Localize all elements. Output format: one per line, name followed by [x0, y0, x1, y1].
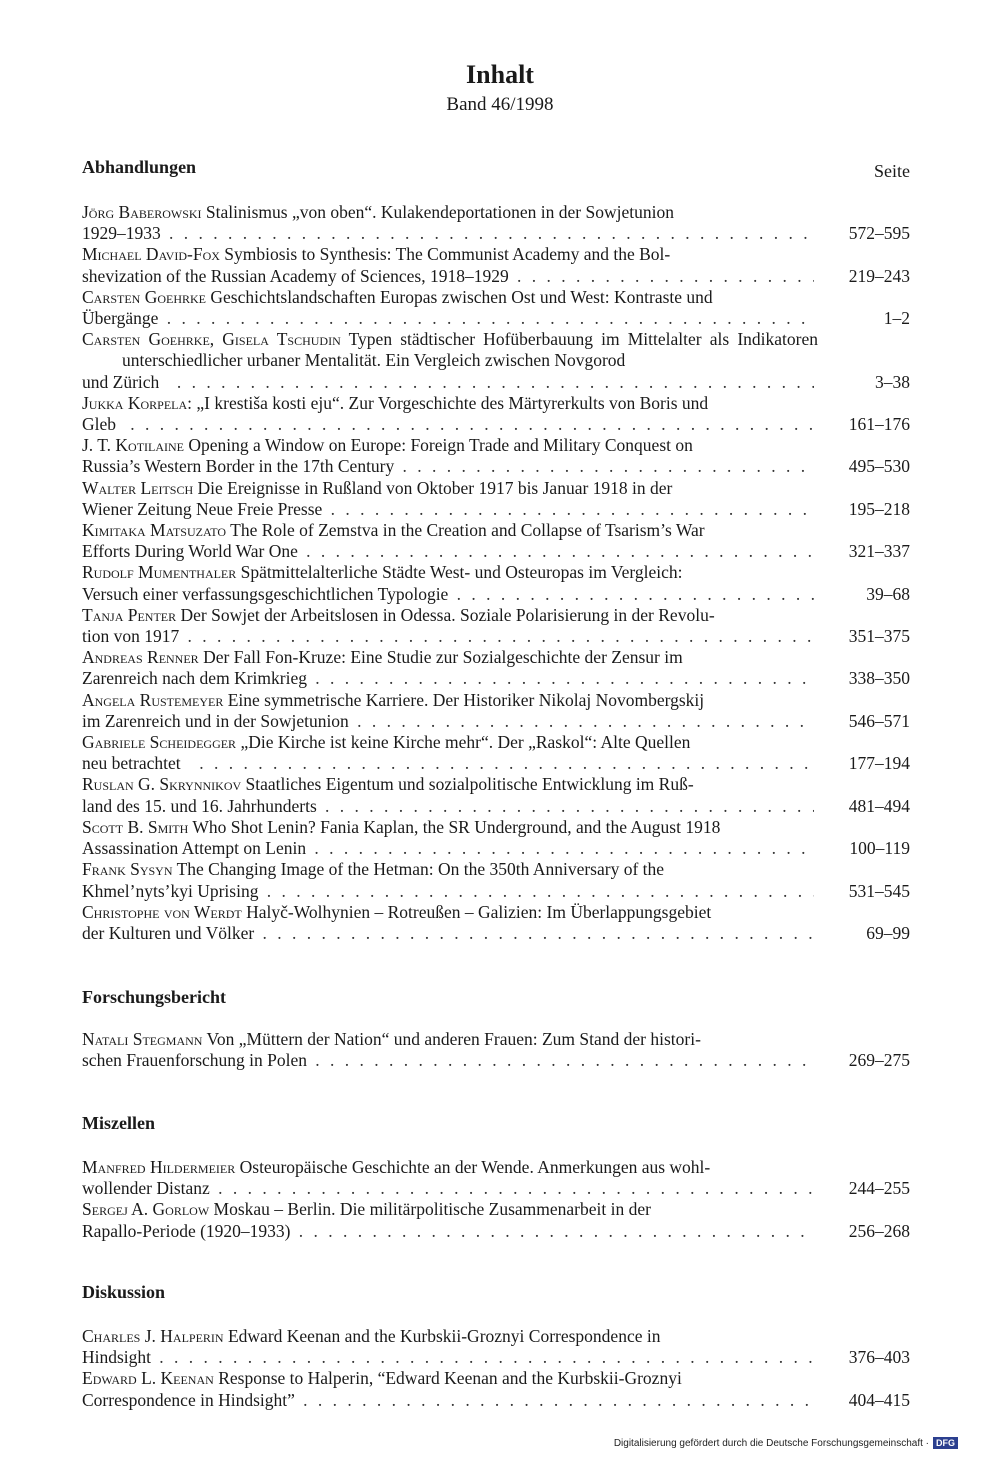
entry-author: Carsten Goehrke [82, 286, 207, 307]
entry-title-last-line: Efforts During World War One [82, 541, 298, 562]
entry-title-line: „Die Kirche ist keine Kirche mehr“. Der „Raskol“: Alte Quellen [240, 732, 691, 753]
entry-title-last-line: 1929–1933 [82, 223, 161, 244]
entry-title-last-line: Wiener Zeitung Neue Freie Presse [82, 498, 323, 519]
entry-pages: 244–255 [848, 1178, 910, 1199]
section-heading: Diskussion [82, 1282, 166, 1302]
entry-text [82, 817, 818, 859]
entry-author: Jukka Korpela: [82, 392, 193, 413]
page-column-label: Seite [874, 161, 910, 181]
entry-author: Kimitaka Matsuzato [82, 520, 227, 541]
toc-entry [82, 393, 910, 435]
entry-pages: 161–176 [848, 414, 910, 435]
entry-title-last-line: und Zürich [82, 371, 160, 392]
entry-title-line: Geschichtslandschaften Europas zwischen Ost und West: Kontraste und [210, 286, 713, 307]
entry-title-last-line: Correspondence in Hindsight” [82, 1389, 295, 1410]
dot-leader [326, 499, 814, 520]
entry-pages: 39–68 [866, 583, 910, 604]
entry-title-line: „I krestiša kosti eju“. Zur Vorgeschichte des Märtyrerkults von Boris und [196, 392, 709, 413]
toc-entry [82, 435, 910, 477]
dot-leader [214, 1178, 814, 1199]
dot-leader [165, 223, 814, 244]
entry-author: Jörg Baberowski [82, 202, 202, 222]
entry-title-line: The Changing Image of the Hetman: On the 350th Anniversary of the [176, 859, 665, 880]
dot-leader [311, 1050, 814, 1071]
footer-text: Digitalisierung gefördert durch die Deutsche Forschungsgemeinschaft · [613, 1437, 929, 1449]
entry-title-last-line: im Zarenreich und in der Sowjetunion [82, 710, 349, 731]
entry-text [82, 435, 818, 477]
entry-text [82, 605, 818, 647]
section-heading: Abhandlungen [82, 157, 197, 177]
dot-leader [311, 668, 814, 689]
entry-pages: 495–530 [848, 456, 910, 477]
entry-pages: 219–243 [848, 265, 910, 286]
entry-list [82, 1326, 910, 1411]
toc-entry [82, 902, 910, 944]
entry-list [82, 1029, 910, 1071]
toc-entry [82, 520, 910, 562]
dot-leader [195, 753, 814, 774]
entry-text [82, 1029, 818, 1071]
dot-leader [299, 1390, 814, 1411]
entry-title-line: Moskau – Berlin. Die militärpolitische Zusammenarbeit in der [213, 1199, 651, 1220]
entry-text [82, 1199, 818, 1241]
entry-author: Ruslan G. Skrynnikov [82, 774, 242, 795]
toc-entry [82, 244, 910, 286]
entry-author: Sergej A. Gorlow [82, 1199, 210, 1220]
entry-title-last-line: Rapallo-Periode (1920–1933) [82, 1220, 291, 1241]
toc-entry [82, 478, 910, 520]
entry-list [82, 202, 910, 944]
section-heading: Miszellen [82, 1113, 155, 1133]
entry-text [82, 202, 818, 244]
dfg-logo: DFG [933, 1437, 958, 1449]
entry-title-last-line: Versuch einer verfassungsgeschichtlichen Typologie [82, 583, 449, 604]
toc-entry [82, 329, 910, 393]
entry-pages: 3–38 [875, 371, 910, 392]
entry-title-line: Spätmittelalterliche Städte West- und Osteuropas im Vergleich: [240, 562, 683, 583]
dot-leader [173, 372, 814, 393]
toc-entry [82, 1199, 910, 1241]
entry-title-line: Der Sowjet der Arbeitslosen in Odessa. Soziale Polarisierung in der Revolu- [180, 604, 715, 625]
entry-text [82, 329, 818, 393]
toc-entry [82, 605, 910, 647]
dot-leader [126, 414, 814, 435]
entry-title-last-line: Khmel’nyts’kyi Uprising [82, 880, 259, 901]
toc-entry [82, 1368, 910, 1410]
toc-entry [82, 690, 910, 732]
entry-title-line: Staatliches Eigentum und sozialpolitische Entwicklung im Ruß- [245, 774, 694, 795]
entry-title-line: The Role of Zemstva in the Creation and Collapse of Tsarism’s War [230, 520, 705, 541]
entry-pages: 376–403 [848, 1347, 910, 1368]
toc-entry [82, 202, 910, 244]
entry-text [82, 1326, 818, 1368]
entry-title-last-line: Zarenreich nach dem Krimkrieg [82, 668, 307, 689]
entry-author: J. T. Kotilaine [82, 435, 185, 456]
dot-leader [162, 308, 814, 329]
toc-entry [82, 287, 910, 329]
entry-author: Manfred Hildermeier [82, 1157, 236, 1177]
entry-list [82, 1157, 910, 1242]
entry-author: Walter Leitsch [82, 477, 194, 498]
entry-pages: 546–571 [848, 710, 910, 731]
entry-text [82, 859, 818, 901]
section-heading: Forschungsbericht [82, 987, 226, 1007]
toc-entry [82, 774, 910, 816]
dot-leader [353, 711, 814, 732]
entry-pages: 256–268 [848, 1220, 910, 1241]
entry-pages: 351–375 [848, 626, 910, 647]
entry-author: Gabriele Scheidegger [82, 732, 237, 753]
entry-title-last-line: Assassination Attempt on Lenin [82, 838, 307, 859]
entry-title-line: Der Fall Fon-Kruze: Eine Studie zur Sozialgeschichte der Zensur im [203, 647, 683, 668]
entry-pages: 177–194 [848, 753, 910, 774]
entry-title-line: Osteuropäische Geschichte an der Wende. Anmerkungen aus wohl- [239, 1157, 711, 1177]
entry-author: Scott B. Smith [82, 816, 189, 837]
entry-title-line: Who Shot Lenin? Fania Kaplan, the SR Underground, and the August 1918 [192, 816, 721, 837]
footer [614, 1437, 958, 1449]
entry-title-line: Stalinismus „von oben“. Kulakendeportationen in der Sowjetunion [205, 202, 674, 222]
entry-pages: 481–494 [848, 795, 910, 816]
entry-text [82, 647, 818, 689]
dot-leader [295, 1221, 815, 1242]
entry-pages: 1–2 [883, 308, 910, 329]
entry-title-last-line: wollender Distanz [82, 1178, 210, 1199]
entry-text [82, 902, 818, 944]
entry-author: Tanja Penter [82, 604, 177, 625]
entry-pages: 100–119 [849, 838, 910, 859]
dot-leader [321, 796, 814, 817]
entry-title-line: Edward Keenan and the Kurbskii-Groznyi Correspondence in [227, 1326, 661, 1346]
volume-subtitle: Band 46/1998 [446, 94, 554, 115]
entry-author: Angela Rustemeyer [82, 689, 224, 710]
entry-pages: 338–350 [848, 668, 910, 689]
entry-text [82, 1368, 818, 1410]
entry-author: Charles J. Halperin [82, 1326, 224, 1346]
entry-author: Natali Stegmann [82, 1029, 203, 1049]
toc-entry [82, 1326, 910, 1368]
entry-title-line: Response to Halperin, “Edward Keenan and the Kurbskii-Groznyi [218, 1368, 682, 1389]
entry-title-last-line: Übergänge [82, 308, 159, 329]
entry-text [82, 690, 818, 732]
entry-author: Carsten Goehrke, Gisela Tschudin [82, 329, 341, 350]
toc-entry [82, 647, 910, 689]
toc-entry [82, 732, 910, 774]
entry-title-line: Die Ereignisse in Rußland von Oktober 1917 bis Januar 1918 in der [197, 477, 673, 498]
dot-leader [258, 923, 814, 944]
toc-entry [82, 817, 910, 859]
entry-title-line: Typen städtischer Hofüberbauung im Mittelalter als [348, 329, 730, 350]
entry-pages: 531–545 [848, 880, 910, 901]
entry-text [82, 287, 818, 329]
dot-leader [183, 626, 814, 647]
entry-title-last-line: shevization of the Russian Academy of Sciences, 1918–1929 [82, 265, 509, 286]
entry-text [82, 732, 818, 774]
dot-leader [262, 881, 814, 902]
toc-entry [82, 859, 910, 901]
entry-author: Christophe von Werdt [82, 901, 242, 922]
entry-author: Michael David-Fox [82, 244, 220, 265]
toc-entry [82, 562, 910, 604]
entry-text [82, 1157, 818, 1199]
entry-title-last-line: Hindsight [82, 1347, 152, 1368]
entry-title-line: Opening a Window on Europe: Foreign Trade and Military Conquest on [188, 435, 693, 456]
entry-author: Frank Sysyn [82, 859, 173, 880]
entry-pages: 269–275 [848, 1050, 910, 1071]
entry-title-line: Eine symmetrische Karriere. Der Historiker Nikolaj Novombergskij [227, 689, 705, 710]
entry-text [82, 520, 818, 562]
entry-text [82, 774, 818, 816]
dot-leader [302, 541, 814, 562]
entry-author: Rudolf Mumenthaler [82, 562, 237, 583]
entry-title-last-line: schen Frauenforschung in Polen [82, 1050, 308, 1071]
entry-title-line: Indikatoren unterschiedlicher urbaner Mentalität. Ein Vergleich zwischen Novgorod [122, 329, 818, 371]
toc-entry [82, 1157, 910, 1199]
entry-pages: 321–337 [848, 541, 910, 562]
entry-title-line: Halyč-Wolhynien – Rotreußen – Galizien: Im Überlappungsgebiet [246, 901, 712, 922]
entry-author: Andreas Renner [82, 647, 199, 668]
entry-title-line: Symbiosis to Synthesis: The Communist Academy and the Bol- [224, 244, 671, 265]
entry-author: Edward L. Keenan [82, 1368, 214, 1389]
entry-text [82, 562, 818, 604]
dot-leader [513, 266, 814, 287]
entry-pages: 404–415 [848, 1389, 910, 1410]
entry-text [82, 244, 818, 286]
entry-text [82, 478, 818, 520]
page-title: Inhalt [466, 60, 534, 89]
entry-title-last-line: Russia’s Western Border in the 17th Century [82, 456, 395, 477]
toc-entry [82, 1029, 910, 1071]
entry-title-last-line: neu betrachtet [82, 753, 181, 774]
entry-title-last-line: tion von 1917 [82, 626, 180, 647]
dot-leader [310, 838, 814, 859]
entry-pages: 195–218 [848, 498, 910, 519]
entry-pages: 69–99 [866, 922, 910, 943]
entry-title-last-line: der Kulturen und Völker [82, 922, 255, 943]
entry-pages: 572–595 [848, 223, 910, 244]
dot-leader [452, 584, 814, 605]
dot-leader [155, 1347, 814, 1368]
entry-title-line: Von „Müttern der Nation“ und anderen Frauen: Zum Stand der histori- [206, 1029, 701, 1049]
dot-leader [398, 456, 814, 477]
entry-title-last-line: land des 15. und 16. Jahrhunderts [82, 795, 317, 816]
entry-text: Jukka Korpela: „I krestiša kosti eju“. Zur Vorgeschichte des Märtyrerkults von Boris und Gleb . . . [82, 393, 818, 435]
